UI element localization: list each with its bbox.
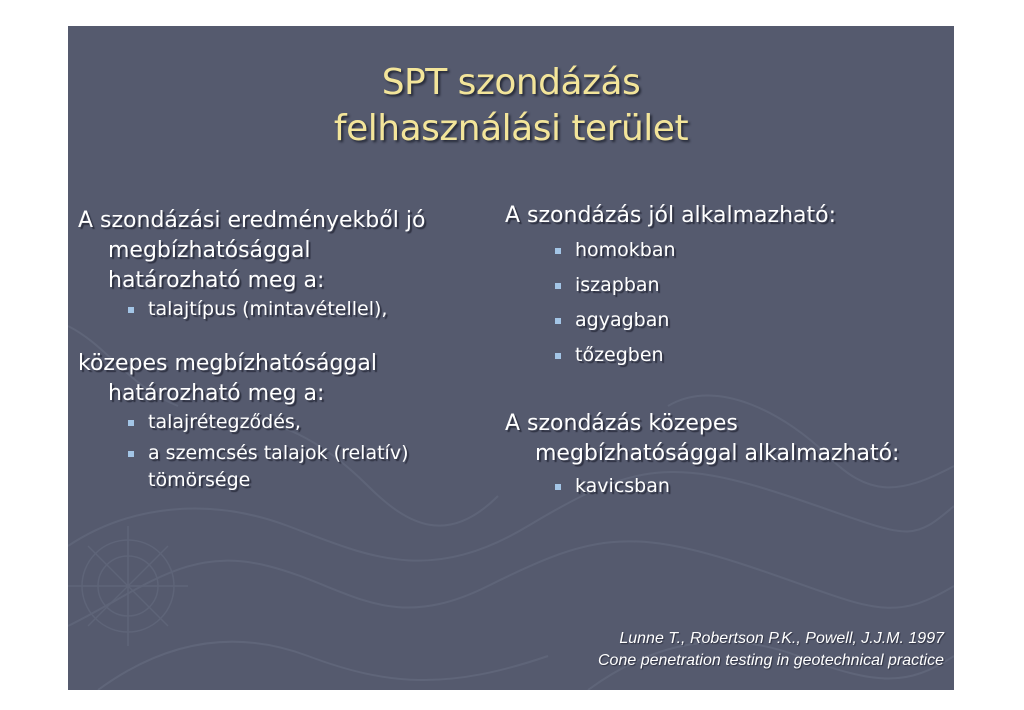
list-item-text: a szemcsés talajok (relatív): [148, 442, 409, 464]
list-item-text: tőzegben: [575, 344, 664, 366]
citation-line-1: Lunne T., Robertson P.K., Powell, J.J.M. 1997: [619, 630, 944, 647]
list-item: [505, 473, 945, 500]
left-heading-1-line-2: megbízhatósággal: [108, 238, 311, 263]
list-item: [505, 307, 945, 334]
square-bullet-icon: [128, 451, 134, 457]
list-item: [505, 272, 945, 299]
list-item-text: homokban: [575, 239, 676, 261]
slide: [68, 26, 954, 690]
list-item: [78, 296, 478, 323]
title-line-1: SPT szondázás: [381, 62, 641, 103]
square-bullet-icon: [128, 307, 134, 313]
square-bullet-icon: [555, 484, 561, 490]
right-heading-2-line-1: A szondázás közepes: [505, 411, 738, 436]
list-item-text: kavicsban: [575, 475, 670, 497]
list-item-text-continuation: tömörsége: [148, 469, 251, 491]
list-item-text: agyagban: [575, 309, 670, 331]
list-item-text: talajrétegződés,: [148, 411, 301, 433]
right-heading-1: A szondázás jól alkalmazható:: [505, 203, 836, 228]
list-item: [78, 409, 478, 436]
left-heading-1-line-3: határozható meg a:: [108, 268, 325, 293]
list-item-text: iszapban: [575, 274, 660, 296]
list-item: [78, 440, 478, 494]
left-heading-2-line-2: határozható meg a:: [108, 381, 325, 406]
citation-line-2: Cone penetration testing in geotechnical practice: [598, 652, 944, 669]
list-item-text: talajtípus (mintavétellel),: [148, 298, 388, 320]
slide-title: [68, 60, 954, 152]
right-column: [505, 201, 945, 500]
left-heading-2-line-1: közepes megbízhatósággal: [78, 351, 377, 376]
right-heading-2-line-2: megbízhatósággal alkalmazható:: [535, 441, 900, 466]
left-heading-2: [78, 349, 478, 409]
square-bullet-icon: [555, 248, 561, 254]
left-column: [78, 206, 478, 494]
list-item: [505, 342, 945, 369]
left-heading-1: [78, 206, 478, 296]
square-bullet-icon: [555, 283, 561, 289]
square-bullet-icon: [555, 353, 561, 359]
square-bullet-icon: [555, 318, 561, 324]
citation: [598, 628, 944, 672]
square-bullet-icon: [128, 420, 134, 426]
title-line-2: felhasználási terület: [333, 108, 689, 149]
left-heading-1-line-1: A szondázási eredményekből jó: [78, 208, 426, 233]
right-heading-2: [505, 409, 945, 469]
list-item: [505, 237, 945, 264]
